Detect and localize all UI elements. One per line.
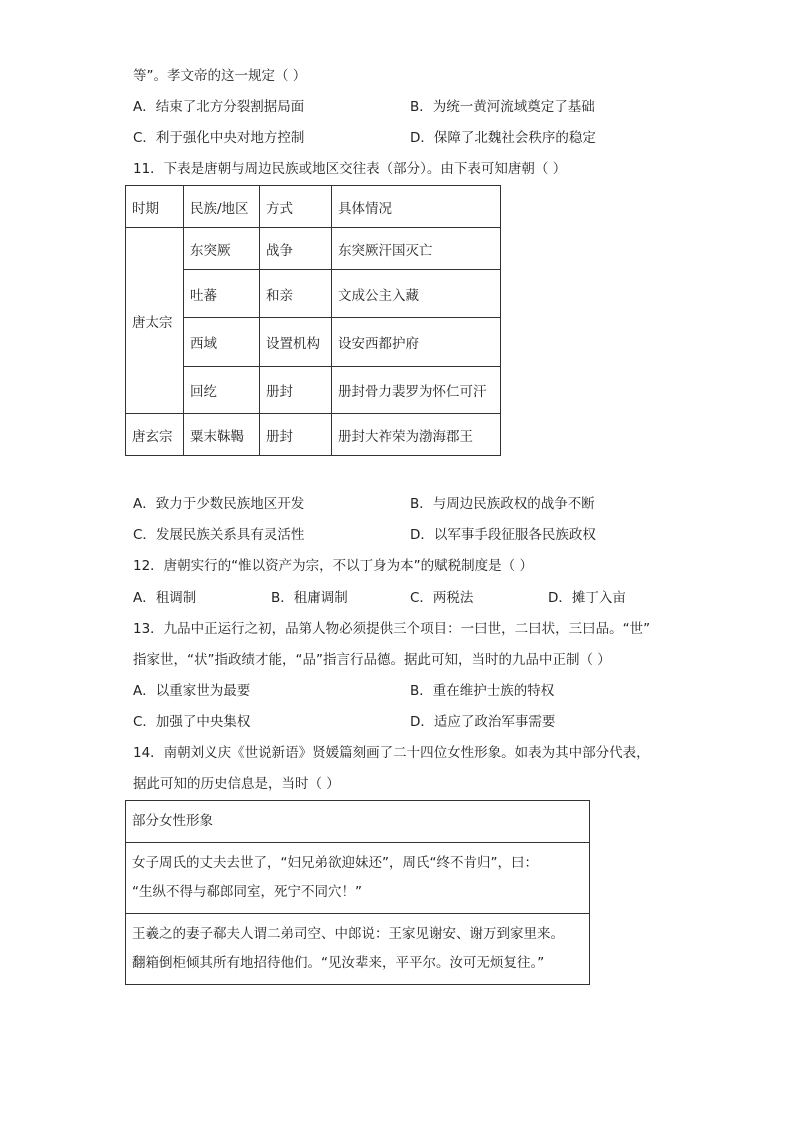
- table-header-cell: 方式: [260, 186, 332, 228]
- table-cell-period: 唐太宗: [126, 228, 184, 414]
- row2-line2: 翻箱倒柜倾其所有地招待他们。“见汝辈来，平平尔。汝可无烦复往。”: [132, 955, 545, 971]
- table-header-cell: 民族/地区: [184, 186, 260, 228]
- table-header-cell: [126, 801, 590, 843]
- q14-stem-line1: 14．南朝刘义庆《世说新语》贤媛篇刻画了二十四位女性形象。如表为其中部分代表，: [133, 745, 650, 761]
- q13-option-c: C．加强了中央集权: [133, 714, 251, 730]
- table-cell: 文成公主入藏: [332, 270, 501, 318]
- q13-stem-line1: 13．九品中正运行之初，品第人物必须提供三个项目：一曰世，二曰状，三曰品。“世”: [133, 621, 651, 637]
- q14-stem-line2: 据此可知的历史信息是，当时（ ）: [133, 776, 340, 792]
- table-row: [126, 914, 590, 985]
- table-cell: 吐蕃: [184, 270, 260, 318]
- q11-option-c: C．发展民族关系具有灵活性: [133, 527, 305, 543]
- row1-line1: 女子周氏的丈夫去世了，“妇兄弟欲迎妹还”，周氏“终不肯归”，曰：: [132, 855, 538, 871]
- row2-line1: 王羲之的妻子郗夫人谓二弟司空、中郎说：王家见谢安、谢万到家里来。: [132, 926, 564, 942]
- q13-option-b: B．重在维护士族的特权: [410, 683, 555, 699]
- table-header-row: [126, 186, 501, 228]
- q11-option-a: A．致力于少数民族地区开发: [133, 496, 305, 512]
- table-header-cell: 时期: [126, 186, 184, 228]
- q11-table: [125, 185, 501, 456]
- q12-option-d: D．摊丁入亩: [548, 590, 626, 606]
- table-row: [126, 414, 501, 456]
- q10-option-b: B．为统一黄河流域奠定了基础: [410, 99, 595, 115]
- q10-option-a: A．结束了北方分裂割据局面: [133, 99, 305, 115]
- table-cell: 册封: [260, 367, 332, 414]
- table-cell: [126, 843, 590, 914]
- q13-stem-line2: 指家世，“状”指政绩才能，“品”指言行品德。据此可知，当时的九品中正制（ ）: [133, 652, 611, 668]
- q12-option-b: B．租庸调制: [271, 590, 348, 606]
- table-cell: 设安西都护府: [332, 318, 501, 367]
- table-cell: 东突厥汗国灭亡: [332, 228, 501, 270]
- q14-table: [125, 800, 590, 985]
- table-row: [126, 843, 590, 914]
- table-cell: 粟末靺鞨: [184, 414, 260, 456]
- table-cell: 西域: [184, 318, 260, 367]
- table-cell: [126, 914, 590, 985]
- row1-line2: “生纵不得与郗郎同室，死宁不同穴！”: [132, 884, 362, 900]
- table-header-cell: 具体情况: [332, 186, 501, 228]
- table-row: [126, 228, 501, 270]
- table-cell: 设置机构: [260, 318, 332, 367]
- table-header-row: [126, 801, 590, 843]
- q12-stem: 12．唐朝实行的“惟以资产为宗，不以丁身为本”的赋税制度是（ ）: [133, 558, 533, 574]
- q13-option-a: A．以重家世为最要: [133, 683, 251, 699]
- table-cell: 册封: [260, 414, 332, 456]
- q10-option-d: D．保障了北魏社会秩序的稳定: [410, 130, 596, 146]
- q12-option-a: A．租调制: [133, 590, 197, 606]
- q12-option-c: C．两税法: [410, 590, 474, 606]
- table-cell: 东突厥: [184, 228, 260, 270]
- q13-option-d: D．适应了政治军事需要: [410, 714, 556, 730]
- q10-stem-tail: 等”。孝文帝的这一规定（ ）: [133, 68, 307, 84]
- q11-option-b: B．与周边民族政权的战争不断: [410, 496, 595, 512]
- table-cell: 册封大祚荣为渤海郡王: [332, 414, 501, 456]
- table-cell: 战争: [260, 228, 332, 270]
- q10-option-c: C．利于强化中央对地方控制: [133, 130, 305, 146]
- table-cell: 册封骨力裴罗为怀仁可汗: [332, 367, 501, 414]
- q11-option-d: D．以军事手段征服各民族政权: [410, 527, 596, 543]
- table-cell-period: 唐玄宗: [126, 414, 184, 456]
- table-cell: 和亲: [260, 270, 332, 318]
- table-header-text: 部分女性形象: [132, 813, 213, 829]
- q11-stem: 11．下表是唐朝与周边民族或地区交往表（部分）。由下表可知唐朝（ ）: [133, 161, 567, 177]
- table-cell: 回纥: [184, 367, 260, 414]
